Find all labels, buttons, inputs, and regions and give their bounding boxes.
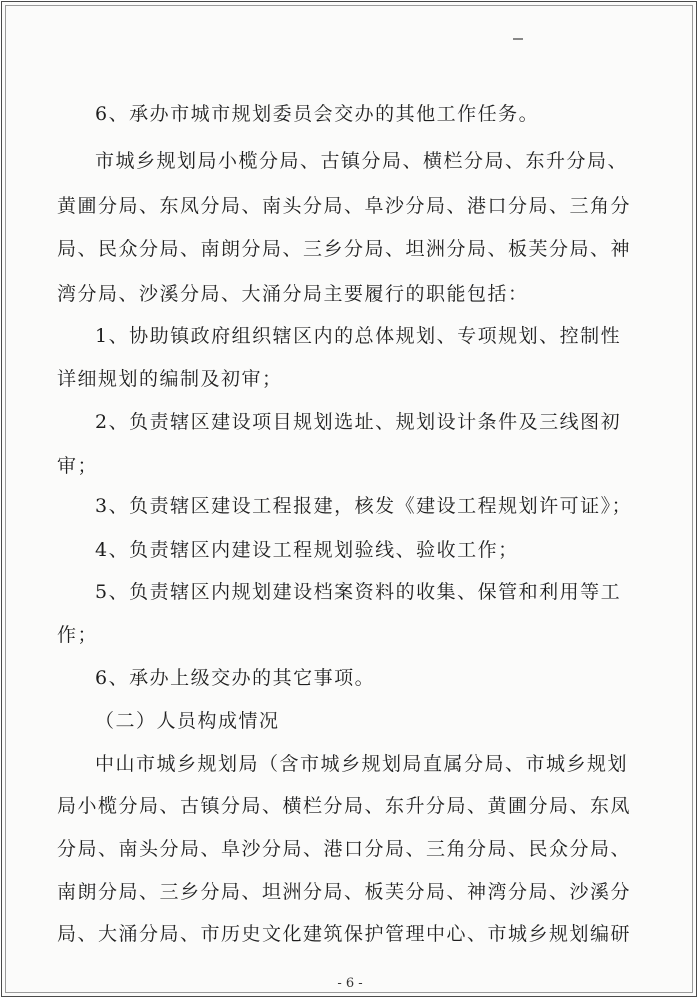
- paragraph-line: 审；: [57, 455, 99, 477]
- paragraph-line: 南朗分局、三乡分局、坦洲分局、板芙分局、神湾分局、沙溪分: [57, 881, 632, 903]
- paragraph-line: 作；: [57, 624, 99, 646]
- paragraph-line: 分局、南头分局、阜沙分局、港口分局、三角分局、民众分局、: [57, 838, 632, 860]
- paragraph-line: 中山市城乡规划局（含市城乡规划局直属分局、市城乡规划: [95, 753, 629, 775]
- paragraph-line: 局小榄分局、古镇分局、横栏分局、东升分局、黄圃分局、东凤: [57, 795, 632, 817]
- paragraph-line: 6、承办市城市规划委员会交办的其他工作任务。: [95, 103, 540, 125]
- paragraph-line: 详细规划的编制及初审；: [57, 368, 283, 390]
- paragraph-line: 5、负责辖区内规划建设档案资料的收集、保管和利用等工: [95, 581, 622, 603]
- paragraph-line: 黄圃分局、东凤分局、南头分局、阜沙分局、港口分局、三角分: [57, 195, 632, 217]
- section-heading: （二）人员构成情况: [95, 710, 280, 732]
- paragraph-line: 市城乡规划局小榄分局、古镇分局、横栏分局、东升分局、: [95, 150, 629, 172]
- paragraph-line: 6、承办上级交办的其它事项。: [95, 667, 376, 689]
- scan-mark: [513, 38, 523, 40]
- paragraph-line: 4、负责辖区内建设工程规划验线、验收工作；: [95, 539, 519, 561]
- paragraph-line: 1、协助镇政府组织辖区内的总体规划、专项规划、控制性: [95, 325, 622, 347]
- paragraph-line: 局、大涌分局、市历史文化建筑保护管理中心、市城乡规划编研: [57, 923, 632, 945]
- paragraph-line: 湾分局、沙溪分局、大涌分局主要履行的职能包括：: [57, 283, 529, 305]
- page-number: - 6 -: [337, 976, 363, 991]
- paragraph-line: 2、负责辖区建设项目规划选址、规划设计条件及三线图初: [95, 411, 622, 433]
- paragraph-line: 3、负责辖区建设工程报建，核发《建设工程规划许可证》；: [95, 495, 633, 517]
- paragraph-line: 局、民众分局、南朗分局、三乡分局、坦洲分局、板芙分局、神: [57, 238, 632, 260]
